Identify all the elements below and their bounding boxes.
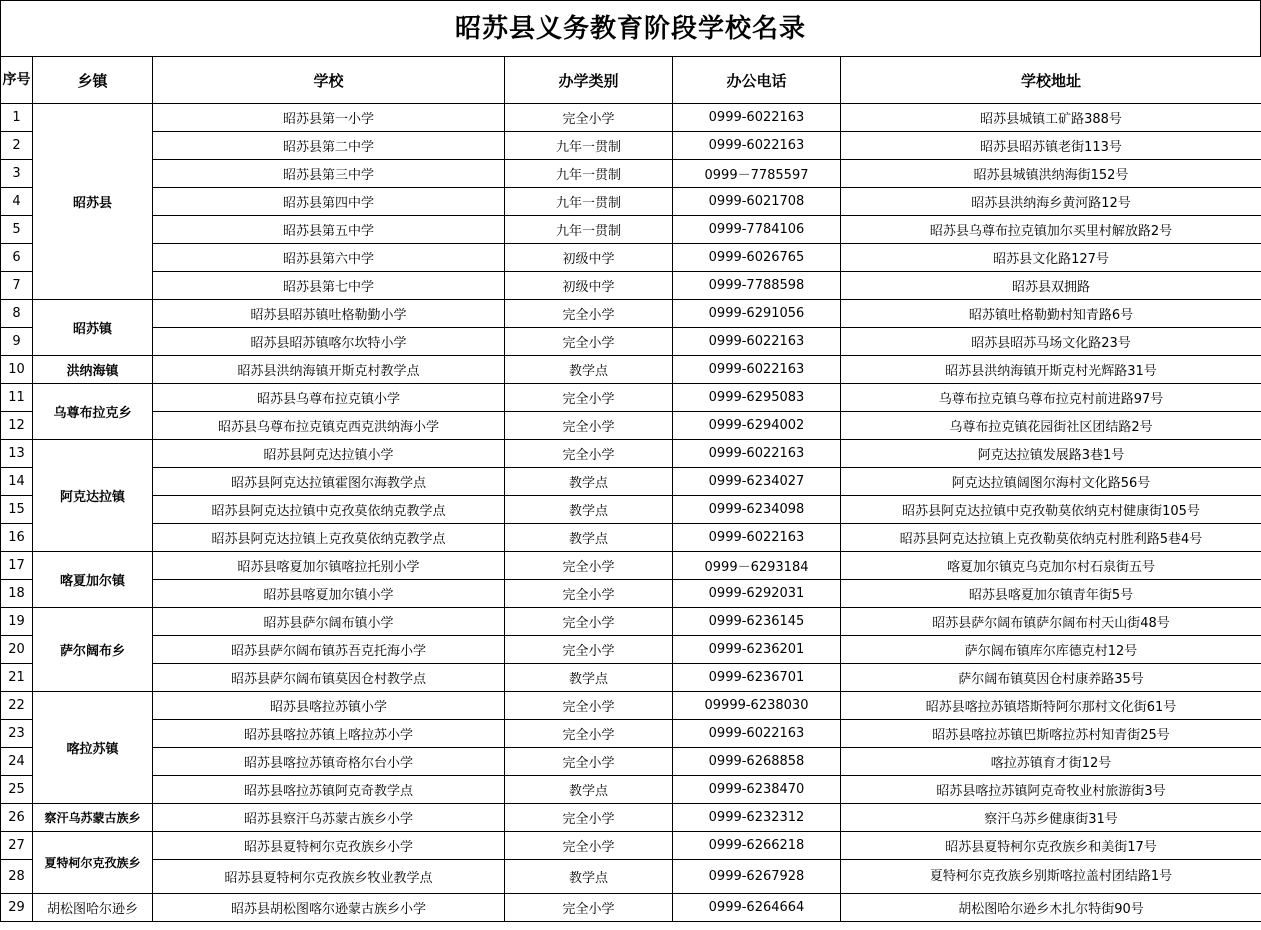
address-cell: 喀夏加尔镇克乌克加尔村石泉街五号 <box>841 552 1261 580</box>
school-cell: 昭苏县喀夏加尔镇小学 <box>153 580 505 608</box>
address-cell: 夏特柯尔克孜族乡别斯喀拉盖村团结路1号 <box>841 860 1261 894</box>
phone-cell: 0999-6267928 <box>673 860 841 894</box>
address-cell: 昭苏县喀拉苏镇巴斯喀拉苏村知青街25号 <box>841 720 1261 748</box>
address-cell: 昭苏县夏特柯尔克孜族乡和美街17号 <box>841 832 1261 860</box>
phone-cell: 0999-6268858 <box>673 748 841 776</box>
table-row <box>1 664 1261 692</box>
school-cell: 昭苏县阿克达拉镇上克孜莫依纳克教学点 <box>153 524 505 552</box>
seq-cell: 18 <box>1 580 33 608</box>
type-cell: 教学点 <box>505 664 673 692</box>
seq-cell: 20 <box>1 636 33 664</box>
address-cell: 昭苏县昭苏马场文化路23号 <box>841 328 1261 356</box>
table-row <box>1 496 1261 524</box>
phone-cell: 0999-6292031 <box>673 580 841 608</box>
phone-cell: 0999-6234098 <box>673 496 841 524</box>
town-cell: 察汗乌苏蒙古族乡 <box>33 804 153 832</box>
type-cell: 九年一贯制 <box>505 132 673 160</box>
address-cell: 萨尔阔布镇库尔库德克村12号 <box>841 636 1261 664</box>
seq-cell: 5 <box>1 216 33 244</box>
address-cell: 昭苏县文化路127号 <box>841 244 1261 272</box>
school-cell: 昭苏县喀拉苏镇小学 <box>153 692 505 720</box>
type-cell: 完全小学 <box>505 894 673 922</box>
type-cell: 九年一贯制 <box>505 216 673 244</box>
seq-cell: 10 <box>1 356 33 384</box>
table-row <box>1 636 1261 664</box>
table-row <box>1 412 1261 440</box>
seq-cell: 21 <box>1 664 33 692</box>
table-row <box>1 188 1261 216</box>
school-table <box>0 56 1261 922</box>
header-phone: 办公电话 <box>673 57 841 104</box>
table-row <box>1 748 1261 776</box>
type-cell: 完全小学 <box>505 440 673 468</box>
seq-cell: 29 <box>1 894 33 922</box>
table-row <box>1 216 1261 244</box>
seq-cell: 3 <box>1 160 33 188</box>
address-cell: 胡松图哈尔逊乡木扎尔特街90号 <box>841 894 1261 922</box>
school-cell: 昭苏县阿克达拉镇中克孜莫依纳克教学点 <box>153 496 505 524</box>
school-cell: 昭苏县萨尔阔布镇小学 <box>153 608 505 636</box>
seq-cell: 24 <box>1 748 33 776</box>
address-cell: 乌尊布拉克镇花园街社区团结路2号 <box>841 412 1261 440</box>
address-cell: 昭苏镇吐格勒勤村知青路6号 <box>841 300 1261 328</box>
table-row <box>1 552 1261 580</box>
phone-cell: 0999-6291056 <box>673 300 841 328</box>
town-cell: 昭苏县 <box>33 104 153 300</box>
address-cell: 昭苏县城镇洪纳海街152号 <box>841 160 1261 188</box>
phone-cell: 0999－7785597 <box>673 160 841 188</box>
type-cell: 九年一贯制 <box>505 160 673 188</box>
seq-cell: 15 <box>1 496 33 524</box>
type-cell: 完全小学 <box>505 720 673 748</box>
seq-cell: 12 <box>1 412 33 440</box>
seq-cell: 6 <box>1 244 33 272</box>
table-row <box>1 272 1261 300</box>
table-row <box>1 860 1261 894</box>
town-cell: 洪纳海镇 <box>33 356 153 384</box>
header-school: 学校 <box>153 57 505 104</box>
type-cell: 初级中学 <box>505 272 673 300</box>
type-cell: 九年一贯制 <box>505 188 673 216</box>
address-cell: 喀拉苏镇育才街12号 <box>841 748 1261 776</box>
table-row <box>1 356 1261 384</box>
table-row <box>1 580 1261 608</box>
header-town: 乡镇 <box>33 57 153 104</box>
header-seq: 序号 <box>1 57 33 104</box>
town-cell: 喀夏加尔镇 <box>33 552 153 608</box>
school-cell: 昭苏县喀拉苏镇奇格尔台小学 <box>153 748 505 776</box>
school-cell: 昭苏县夏特柯尔克孜族乡小学 <box>153 832 505 860</box>
address-cell: 昭苏县双拥路 <box>841 272 1261 300</box>
seq-cell: 1 <box>1 104 33 132</box>
type-cell: 完全小学 <box>505 832 673 860</box>
table-row <box>1 244 1261 272</box>
school-cell: 昭苏县洪纳海镇开斯克村教学点 <box>153 356 505 384</box>
school-cell: 昭苏县胡松图喀尔逊蒙古族乡小学 <box>153 894 505 922</box>
school-cell: 昭苏县第六中学 <box>153 244 505 272</box>
type-cell: 初级中学 <box>505 244 673 272</box>
school-cell: 昭苏县喀夏加尔镇喀拉托别小学 <box>153 552 505 580</box>
address-cell: 昭苏县乌尊布拉克镇加尔买里村解放路2号 <box>841 216 1261 244</box>
table-row <box>1 440 1261 468</box>
type-cell: 完全小学 <box>505 552 673 580</box>
school-cell: 昭苏县第四中学 <box>153 188 505 216</box>
school-cell: 昭苏县乌尊布拉克镇克西克洪纳海小学 <box>153 412 505 440</box>
phone-cell: 0999-6022163 <box>673 328 841 356</box>
seq-cell: 7 <box>1 272 33 300</box>
table-row <box>1 894 1261 922</box>
table-row <box>1 776 1261 804</box>
sheet-title: 昭苏县义务教育阶段学校名录 <box>0 0 1261 56</box>
table-row <box>1 328 1261 356</box>
seq-cell: 17 <box>1 552 33 580</box>
town-cell: 萨尔阔布乡 <box>33 608 153 692</box>
phone-cell: 0999-7784106 <box>673 216 841 244</box>
address-cell: 昭苏县喀拉苏镇塔斯特阿尔那村文化街61号 <box>841 692 1261 720</box>
table-row <box>1 720 1261 748</box>
town-cell: 乌尊布拉克乡 <box>33 384 153 440</box>
phone-cell: 0999-6295083 <box>673 384 841 412</box>
address-cell: 萨尔阔布镇莫因仓村康养路35号 <box>841 664 1261 692</box>
phone-cell: 0999-6022163 <box>673 524 841 552</box>
school-cell: 昭苏县夏特柯尔克孜族乡牧业教学点 <box>153 860 505 894</box>
town-cell: 喀拉苏镇 <box>33 692 153 804</box>
phone-cell: 0999-6236201 <box>673 636 841 664</box>
school-cell: 昭苏县喀拉苏镇上喀拉苏小学 <box>153 720 505 748</box>
school-cell: 昭苏县昭苏镇吐格勒勤小学 <box>153 300 505 328</box>
seq-cell: 16 <box>1 524 33 552</box>
phone-cell: 0999-6266218 <box>673 832 841 860</box>
phone-cell: 0999-6022163 <box>673 132 841 160</box>
type-cell: 完全小学 <box>505 300 673 328</box>
phone-cell: 0999-6236145 <box>673 608 841 636</box>
type-cell: 完全小学 <box>505 804 673 832</box>
school-cell: 昭苏县第七中学 <box>153 272 505 300</box>
seq-cell: 4 <box>1 188 33 216</box>
phone-cell: 0999-6021708 <box>673 188 841 216</box>
address-cell: 乌尊布拉克镇乌尊布拉克村前进路97号 <box>841 384 1261 412</box>
type-cell: 完全小学 <box>505 608 673 636</box>
address-cell: 昭苏县喀拉苏镇阿克奇牧业村旅游街3号 <box>841 776 1261 804</box>
school-cell: 昭苏县阿克达拉镇小学 <box>153 440 505 468</box>
school-cell: 昭苏县昭苏镇喀尔坎特小学 <box>153 328 505 356</box>
school-cell: 昭苏县第二中学 <box>153 132 505 160</box>
seq-cell: 11 <box>1 384 33 412</box>
seq-cell: 25 <box>1 776 33 804</box>
type-cell: 完全小学 <box>505 104 673 132</box>
address-cell: 昭苏县洪纳海乡黄河路12号 <box>841 188 1261 216</box>
phone-cell: 0999-6236701 <box>673 664 841 692</box>
header-row <box>1 57 1261 104</box>
seq-cell: 13 <box>1 440 33 468</box>
table-row <box>1 804 1261 832</box>
type-cell: 完全小学 <box>505 384 673 412</box>
school-cell: 昭苏县察汗乌苏蒙古族乡小学 <box>153 804 505 832</box>
table-row <box>1 104 1261 132</box>
school-cell: 昭苏县第一小学 <box>153 104 505 132</box>
address-cell: 察汗乌苏乡健康街31号 <box>841 804 1261 832</box>
school-cell: 昭苏县第三中学 <box>153 160 505 188</box>
table-row <box>1 524 1261 552</box>
header-type: 办学类别 <box>505 57 673 104</box>
phone-cell: 0999-6232312 <box>673 804 841 832</box>
type-cell: 教学点 <box>505 356 673 384</box>
table-row <box>1 132 1261 160</box>
school-cell: 昭苏县喀拉苏镇阿克奇教学点 <box>153 776 505 804</box>
address-cell: 昭苏县城镇工矿路388号 <box>841 104 1261 132</box>
table-row <box>1 692 1261 720</box>
table-row <box>1 384 1261 412</box>
address-cell: 昭苏县萨尔阔布镇萨尔阔布村天山街48号 <box>841 608 1261 636</box>
type-cell: 教学点 <box>505 468 673 496</box>
type-cell: 教学点 <box>505 496 673 524</box>
seq-cell: 23 <box>1 720 33 748</box>
type-cell: 完全小学 <box>505 748 673 776</box>
town-cell: 昭苏镇 <box>33 300 153 356</box>
phone-cell: 09999-6238030 <box>673 692 841 720</box>
phone-cell: 0999-6022163 <box>673 104 841 132</box>
address-cell: 阿克达拉镇阔图尔海村文化路56号 <box>841 468 1261 496</box>
seq-cell: 2 <box>1 132 33 160</box>
seq-cell: 14 <box>1 468 33 496</box>
table-row <box>1 160 1261 188</box>
type-cell: 教学点 <box>505 524 673 552</box>
phone-cell: 0999-7788598 <box>673 272 841 300</box>
table-row <box>1 608 1261 636</box>
table-row <box>1 468 1261 496</box>
phone-cell: 0999-6238470 <box>673 776 841 804</box>
type-cell: 完全小学 <box>505 636 673 664</box>
phone-cell: 0999-6294002 <box>673 412 841 440</box>
address-cell: 阿克达拉镇发展路3巷1号 <box>841 440 1261 468</box>
address-cell: 昭苏县洪纳海镇开斯克村光辉路31号 <box>841 356 1261 384</box>
seq-cell: 8 <box>1 300 33 328</box>
school-cell: 昭苏县阿克达拉镇霍图尔海教学点 <box>153 468 505 496</box>
phone-cell: 0999-6022163 <box>673 440 841 468</box>
seq-cell: 22 <box>1 692 33 720</box>
phone-cell: 0999-6026765 <box>673 244 841 272</box>
town-cell: 夏特柯尔克孜族乡 <box>33 832 153 894</box>
school-cell: 昭苏县萨尔阔布镇苏吾克托海小学 <box>153 636 505 664</box>
address-cell: 昭苏县阿克达拉镇上克孜勒莫依纳克村胜利路5巷4号 <box>841 524 1261 552</box>
type-cell: 教学点 <box>505 776 673 804</box>
phone-cell: 0999-6264664 <box>673 894 841 922</box>
address-cell: 昭苏县喀夏加尔镇青年街5号 <box>841 580 1261 608</box>
type-cell: 完全小学 <box>505 412 673 440</box>
town-cell: 胡松图哈尔逊乡 <box>33 894 153 922</box>
school-cell: 昭苏县第五中学 <box>153 216 505 244</box>
phone-cell: 0999-6234027 <box>673 468 841 496</box>
seq-cell: 28 <box>1 860 33 894</box>
phone-cell: 0999-6022163 <box>673 356 841 384</box>
table-row <box>1 832 1261 860</box>
seq-cell: 26 <box>1 804 33 832</box>
type-cell: 教学点 <box>505 860 673 894</box>
seq-cell: 27 <box>1 832 33 860</box>
type-cell: 完全小学 <box>505 328 673 356</box>
header-address: 学校地址 <box>841 57 1261 104</box>
type-cell: 完全小学 <box>505 580 673 608</box>
seq-cell: 9 <box>1 328 33 356</box>
school-cell: 昭苏县乌尊布拉克镇小学 <box>153 384 505 412</box>
address-cell: 昭苏县昭苏镇老街113号 <box>841 132 1261 160</box>
school-cell: 昭苏县萨尔阔布镇莫因仓村教学点 <box>153 664 505 692</box>
phone-cell: 0999-6022163 <box>673 720 841 748</box>
seq-cell: 19 <box>1 608 33 636</box>
address-cell: 昭苏县阿克达拉镇中克孜勒莫依纳克村健康街105号 <box>841 496 1261 524</box>
table-row <box>1 300 1261 328</box>
type-cell: 完全小学 <box>505 692 673 720</box>
town-cell: 阿克达拉镇 <box>33 440 153 552</box>
phone-cell: 0999－6293184 <box>673 552 841 580</box>
